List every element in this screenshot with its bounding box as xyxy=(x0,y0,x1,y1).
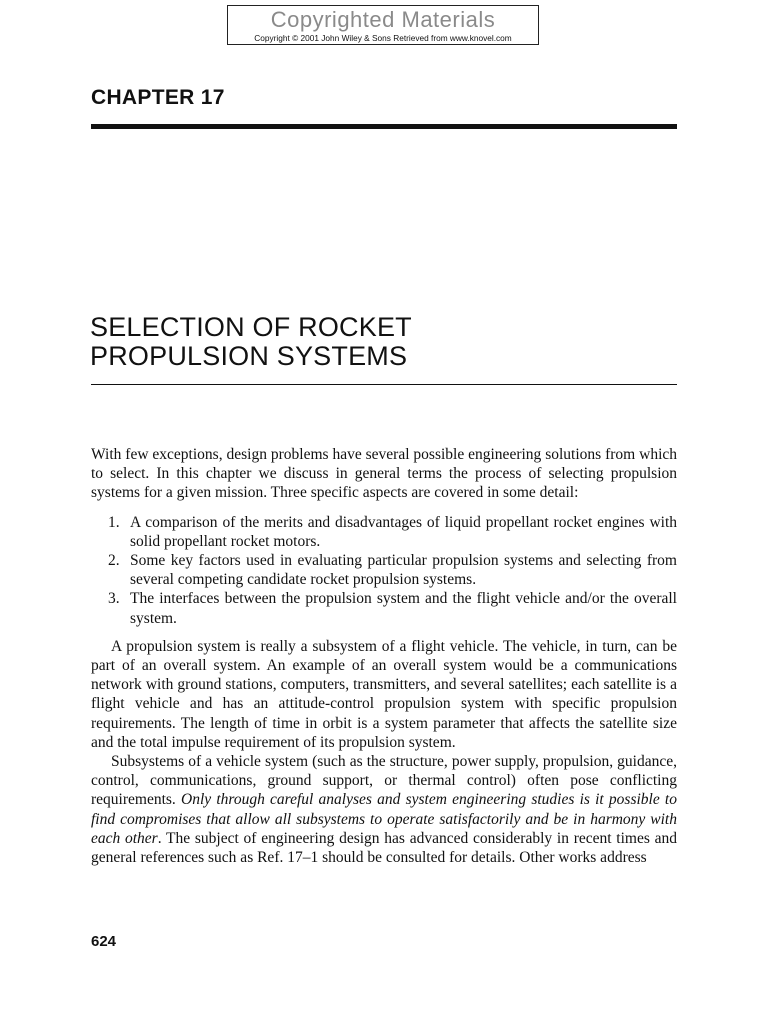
list-item xyxy=(91,513,677,551)
page-number: 624 xyxy=(91,933,117,950)
intro-paragraph: With few exceptions, design problems have several possible engineering solutions from which to select. In this chapter we discuss in general terms the process of selecting propulsion systems for a given mission. Three specific aspects are covered in some detail: xyxy=(91,446,677,502)
copyright-notice: Copyright © 2001 John Wiley & Sons Retrieved from www.knovel.com xyxy=(254,33,512,43)
chapter-title xyxy=(90,313,412,371)
list-item xyxy=(91,589,677,627)
list-item-text: The interfaces between the propulsion system and the flight vehicle and/or the overall system. xyxy=(130,590,677,627)
subsystems-paragraph xyxy=(91,752,677,867)
copyright-banner xyxy=(227,5,539,45)
body-text xyxy=(91,445,677,867)
chapter-title-line-2: PROPULSION SYSTEMS xyxy=(90,341,408,371)
chapter-label: CHAPTER 17 xyxy=(91,86,225,109)
list-item-number: 2. xyxy=(108,552,120,570)
aspect-list xyxy=(91,513,677,628)
list-item-number: 3. xyxy=(108,590,120,608)
chapter-divider xyxy=(91,124,677,129)
chapter-title-line-1: SELECTION OF ROCKET xyxy=(90,312,412,342)
list-item xyxy=(91,551,677,589)
subsystems-emphasis: Only through careful analyses and system engineering studies is it possible to find compromises that allow all subsystems to operate satisfactorily and be in harmony with each other xyxy=(91,791,677,847)
subsystems-text-start: Subsystems of a vehicle system (such as the structure, power supply, propulsion, guidance, control, communications, ground support, or thermal control) often pose conflicting requirements. xyxy=(91,753,677,809)
propulsion-subsystem-paragraph: A propulsion system is really a subsystem of a flight vehicle. The vehicle, in turn, can be part of an overall system. An example of an overall system would be a communications network with ground stations, computers, transmitters, and several satellites; each satellite is a flight vehicle and has an attitude-control propulsion system with specific propulsion requirements. The length of time in orbit is a system parameter that affects the satellite size and the total impulse requirement of its propulsion system. xyxy=(91,637,677,751)
list-item-text: A comparison of the merits and disadvantages of liquid propellant rocket engines with solid propellant rocket motors. xyxy=(130,513,677,550)
title-divider xyxy=(91,384,677,385)
list-item-text: Some key factors used in evaluating particular propulsion systems and selecting from several competing candidate rocket propulsion systems. xyxy=(130,552,677,589)
copyright-title: Copyrighted Materials xyxy=(270,7,496,32)
subsystems-text-end: . The subject of engineering design has advanced considerably in recent times and general references such as Ref. 17–1 should be consulted for details. Other works address xyxy=(91,829,677,867)
list-item-number: 1. xyxy=(108,513,120,531)
